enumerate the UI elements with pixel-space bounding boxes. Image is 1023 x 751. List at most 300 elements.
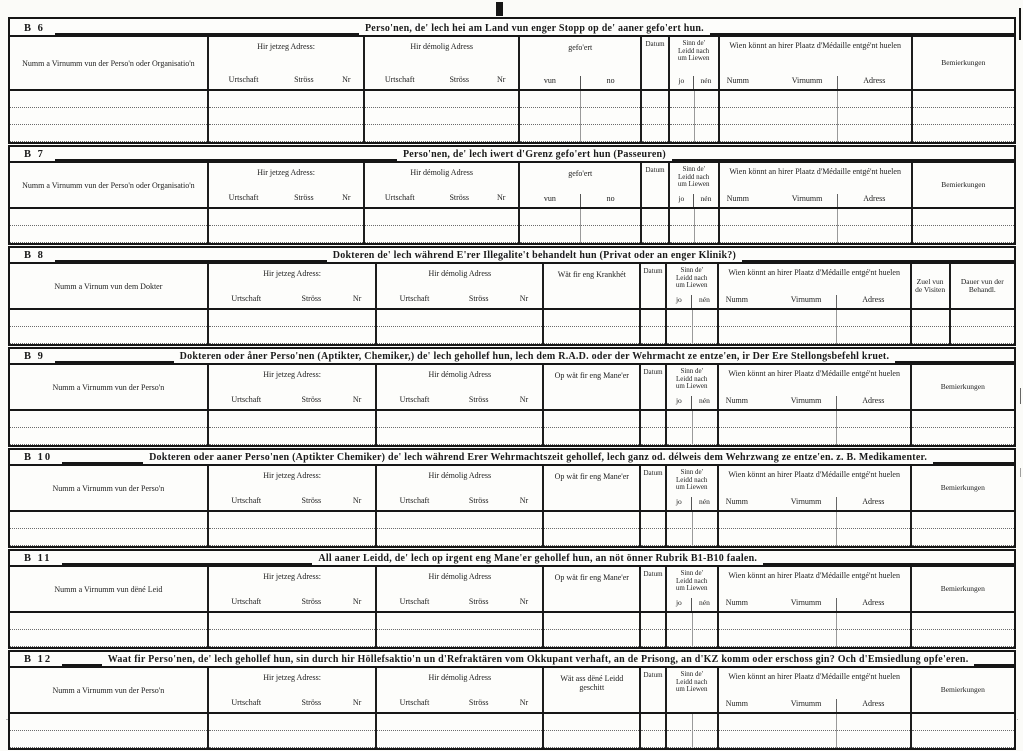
entry-line[interactable] (719, 731, 910, 748)
entry-line[interactable] (912, 310, 949, 327)
form-section-b9 (8, 347, 1016, 447)
entry-line[interactable] (642, 108, 667, 125)
entry-line[interactable] (719, 512, 910, 529)
entry-line[interactable] (10, 529, 207, 546)
table-body (10, 209, 1014, 243)
entry-line[interactable] (641, 512, 664, 529)
column-header-label: Zuel vun de Visiten (915, 276, 946, 294)
entry-line[interactable] (365, 226, 518, 243)
former-address-label: Hir démolig Adress (428, 673, 492, 682)
action-label: gefo'ert (568, 169, 593, 178)
body-column-former-address (377, 613, 544, 647)
alive-subheaders (667, 497, 717, 510)
body-column-name (10, 613, 209, 647)
column-header-action (544, 668, 641, 712)
column-header-datum: Datum (641, 365, 666, 409)
entry-line[interactable] (544, 411, 639, 428)
alive-label-line1: Sinn de' (680, 266, 703, 274)
medal-subheaders (719, 497, 910, 510)
address-subheaders (209, 698, 376, 707)
alive-label-line3: um Liewen (677, 54, 710, 62)
entry-line[interactable] (10, 428, 207, 445)
body-column-alive (667, 512, 719, 546)
entry-line[interactable] (670, 91, 718, 108)
subheader-urtschaft: Urtschaft (399, 597, 430, 606)
entry-line[interactable] (544, 731, 639, 748)
column-header-current-address (209, 365, 378, 409)
section-title: Perso'nen, de' lech iwert d'Grenz gefo'ert hun (Passeuren) (402, 149, 666, 160)
entry-line[interactable] (544, 529, 639, 546)
entry-line[interactable] (719, 411, 910, 428)
title-rule-left (55, 248, 327, 262)
entry-line[interactable] (209, 428, 376, 445)
entry-line[interactable] (667, 411, 717, 428)
entry-line[interactable] (209, 226, 364, 243)
subheader-urtschaft: Urtschaft (228, 75, 259, 84)
alive-label-line3: um Liewen (675, 382, 708, 390)
title-rule-left (55, 21, 359, 35)
entry-line[interactable] (720, 125, 911, 142)
entry-line[interactable] (10, 226, 207, 243)
medal-subheaders (720, 194, 911, 207)
subheader-nr: Nr (352, 496, 362, 505)
entry-line[interactable] (912, 630, 1014, 647)
column-header-tail-0 (912, 264, 951, 308)
alive-label-line1: Sinn de' (680, 367, 703, 375)
body-column-tail-0 (913, 91, 1014, 142)
entry-line[interactable] (544, 630, 639, 647)
entry-line[interactable] (520, 125, 640, 142)
entry-line[interactable] (209, 613, 376, 630)
entry-line[interactable] (209, 327, 376, 344)
table-body (10, 411, 1014, 445)
entry-line[interactable] (377, 731, 542, 748)
body-column-medal-recipient (719, 714, 912, 748)
entry-line[interactable] (377, 630, 542, 647)
entry-line[interactable] (10, 310, 207, 327)
medal-subheaders (719, 295, 910, 308)
body-column-former-address (377, 411, 544, 445)
medal-recipient-label: Wien könnt an hirer Plaatz d'Médaille entgé'nt huelen (728, 470, 900, 479)
entry-line[interactable] (670, 226, 718, 243)
entry-line[interactable] (913, 91, 1014, 108)
scan-artifact-right-edge (1020, 468, 1021, 477)
title-rule-right (895, 349, 1014, 363)
entry-line[interactable] (719, 310, 910, 327)
body-column-tail-0 (912, 714, 1014, 748)
column-header-former-address (377, 567, 544, 611)
title-rule-left (62, 652, 102, 666)
address-subheaders (365, 75, 518, 84)
subheader-stroess: Ströss (301, 597, 322, 606)
column-header-current-address (209, 466, 378, 510)
entry-line[interactable] (667, 731, 717, 748)
current-address-label: Hir jetzeg Adress: (263, 471, 321, 480)
column-header-action (544, 567, 641, 611)
alive-label-line3: um Liewen (677, 180, 710, 188)
body-column-action (544, 613, 641, 647)
entry-line[interactable] (720, 108, 911, 125)
scan-artifact-top-tick (496, 2, 503, 16)
entry-line[interactable] (912, 327, 949, 344)
body-column-action (520, 209, 642, 243)
address-subheaders (377, 496, 542, 505)
section-title: Dokteren de' lech während E'rer Illegalite't behandelt hun (Privat oder an enger Klinik?) (332, 250, 737, 261)
table-header-row (10, 163, 1014, 209)
entry-line[interactable] (641, 529, 664, 546)
body-column-alive (667, 411, 719, 445)
column-header-action (520, 163, 642, 207)
column-header-former-address (377, 466, 544, 510)
entry-line[interactable] (209, 529, 376, 546)
subheader-numm: Numm (725, 598, 749, 607)
entry-line[interactable] (642, 226, 667, 243)
address-subheaders (209, 597, 376, 606)
entry-line[interactable] (912, 512, 1014, 529)
subheader-nr: Nr (519, 395, 529, 404)
entry-line[interactable] (670, 209, 718, 226)
column-header-alive (667, 466, 719, 510)
entry-line[interactable] (912, 613, 1014, 630)
alive-label (667, 365, 717, 391)
entry-line[interactable] (912, 529, 1014, 546)
form-sections (8, 17, 1016, 751)
entry-line[interactable] (209, 512, 376, 529)
entry-line[interactable] (913, 125, 1014, 142)
alive-subheaders (670, 194, 718, 207)
entry-line[interactable] (667, 512, 717, 529)
subheader-numm: Numm (725, 295, 749, 304)
entry-line[interactable] (720, 209, 911, 226)
column-header-name: Numm a Virnum vun dem Dokter (10, 264, 209, 308)
column-header-name: Numm a Virnumm vun der Perso'n oder Organisatio'n (10, 37, 209, 89)
entry-line[interactable] (912, 714, 1014, 731)
column-header-alive (667, 567, 719, 611)
entry-line[interactable] (377, 428, 542, 445)
entry-line[interactable] (913, 108, 1014, 125)
body-column-datum (642, 91, 669, 142)
action-label: Op wät fir eng Mane'er (554, 472, 629, 481)
entry-line[interactable] (209, 91, 364, 108)
column-header-former-address (365, 37, 520, 89)
column-header-datum: Datum (641, 264, 666, 308)
body-column-current-address (209, 512, 378, 546)
section-id: B 12 (24, 654, 53, 665)
subheader-stroess: Ströss (301, 294, 322, 303)
column-header-label: Bemierkungen (941, 179, 986, 189)
body-column-medal-recipient (720, 91, 913, 142)
entry-line[interactable] (670, 108, 718, 125)
entry-line[interactable] (377, 714, 542, 731)
entry-line[interactable] (544, 310, 639, 327)
column-header-alive (667, 264, 719, 308)
entry-line[interactable] (670, 125, 718, 142)
entry-line[interactable] (209, 630, 376, 647)
column-header-current-address (209, 37, 366, 89)
entry-line[interactable] (10, 714, 207, 731)
entry-line[interactable] (641, 630, 664, 647)
entry-line[interactable] (667, 428, 717, 445)
entry-line[interactable] (10, 125, 207, 142)
table-header-row (10, 37, 1014, 91)
entry-line[interactable] (641, 327, 664, 344)
address-subheaders (377, 395, 542, 404)
entry-line[interactable] (913, 209, 1014, 226)
column-header-bemierkungen (912, 567, 1014, 611)
entry-line[interactable] (377, 512, 542, 529)
body-column-current-address (209, 411, 378, 445)
form-section-b6 (8, 17, 1016, 144)
entry-line[interactable] (377, 529, 542, 546)
column-header-label: Dauer vun der Behandl. (960, 276, 1004, 294)
subheader-nen: nén (693, 76, 718, 89)
body-column-name (10, 310, 209, 344)
entry-line[interactable] (951, 310, 1014, 327)
body-column-name (10, 209, 209, 243)
entry-line[interactable] (719, 613, 910, 630)
entry-line[interactable] (667, 327, 717, 344)
alive-label-line1: Sinn de' (680, 468, 703, 476)
alive-label-line1: Sinn de' (680, 670, 703, 678)
entry-line[interactable] (209, 108, 364, 125)
subheader-urtschaft: Urtschaft (231, 395, 262, 404)
entry-line[interactable] (209, 209, 364, 226)
medal-recipient-label: Wien könnt an hirer Plaatz d'Médaille entgé'nt huelen (729, 41, 901, 50)
body-column-former-address (377, 714, 544, 748)
entry-line[interactable] (667, 310, 717, 327)
entry-line[interactable] (377, 327, 542, 344)
entry-line[interactable] (951, 327, 1014, 344)
table-body (10, 613, 1014, 647)
entry-line[interactable] (720, 226, 911, 243)
alive-label-line2: Leidd nach (676, 273, 708, 282)
entry-line[interactable] (209, 714, 376, 731)
section-id: B 10 (24, 452, 53, 463)
subheader-numm: Numm (725, 699, 749, 708)
subheader-vun: vun (543, 194, 556, 203)
entry-line[interactable] (719, 529, 910, 546)
subheader-numm: Numm (725, 497, 749, 506)
entry-line[interactable] (641, 310, 664, 327)
subheader-nr: Nr (342, 75, 351, 84)
alive-label (670, 163, 718, 189)
medal-recipient-label: Wien könnt an hirer Plaatz d'Médaille entgé'nt huelen (728, 369, 900, 378)
entry-line[interactable] (365, 209, 518, 226)
entry-line[interactable] (520, 226, 640, 243)
section-id: B 8 (24, 250, 45, 261)
entry-line[interactable] (544, 613, 639, 630)
entry-line[interactable] (641, 731, 664, 748)
subheader-urtschaft: Urtschaft (231, 597, 262, 606)
entry-line[interactable] (10, 209, 207, 226)
entry-line[interactable] (719, 327, 910, 344)
entry-line[interactable] (544, 512, 639, 529)
entry-line[interactable] (667, 630, 717, 647)
entry-line[interactable] (912, 428, 1014, 445)
table-header-row (10, 567, 1014, 613)
entry-line[interactable] (719, 714, 910, 731)
address-subheaders (377, 294, 542, 303)
former-address-label: Hir démolig Adress (428, 572, 492, 581)
subheader-stroess: Ströss (301, 698, 322, 707)
section-title: Perso'nen, de' lech hei am Land vun enger Stopp op de' aaner gefo'ert hun. (364, 23, 704, 34)
entry-line[interactable] (641, 613, 664, 630)
section-title: Dokteren oder åner Perso'nen (Aptikter, Chemiker,) de' lech gehollef hun, lech dem R.A.D. oder der Wehrmacht ze entze'en, ir Der Ere Stellongsbefehl kruet. (179, 351, 890, 362)
subheader-jo: jo (675, 598, 682, 607)
body-column-datum (641, 512, 666, 546)
address-subheaders (209, 75, 364, 84)
body-column-action (544, 310, 641, 344)
column-header-name: Numm a Virnumm vun der Perso'n (10, 466, 209, 510)
column-header-tail-1 (951, 264, 1014, 308)
alive-subheaders (667, 699, 717, 712)
subheader-urtschaft: Urtschaft (231, 496, 262, 505)
column-header-medal-recipient (719, 264, 912, 308)
subheader-adress: Adress (863, 76, 886, 85)
former-address-label: Hir démolig Adress (428, 370, 492, 379)
column-header-bemierkungen (913, 37, 1014, 89)
subheader-urtschaft: Urtschaft (228, 193, 259, 202)
entry-line[interactable] (209, 411, 376, 428)
entry-line[interactable] (719, 428, 910, 445)
entry-line[interactable] (667, 613, 717, 630)
body-column-current-address (209, 310, 378, 344)
subheader-stroess: Ströss (294, 193, 314, 202)
current-address-label: Hir jetzeg Adress: (263, 673, 321, 682)
body-column-current-address (209, 209, 366, 243)
column-header-former-address (377, 264, 544, 308)
entry-line[interactable] (667, 529, 717, 546)
medal-subheaders (720, 76, 911, 89)
entry-line[interactable] (913, 226, 1014, 243)
subheader-adress: Adress (863, 194, 886, 203)
entry-line[interactable] (10, 108, 207, 125)
subheader-nr: Nr (496, 193, 506, 202)
column-header-action (544, 365, 641, 409)
alive-label (670, 37, 718, 63)
column-header-name: Numm a Virnumm vun der Perso'n (10, 365, 209, 409)
entry-line[interactable] (912, 731, 1014, 748)
entry-line[interactable] (520, 108, 640, 125)
entry-line[interactable] (209, 310, 376, 327)
entry-line[interactable] (719, 630, 910, 647)
body-column-tail-0 (912, 613, 1014, 647)
title-rule-left (55, 147, 397, 161)
entry-line[interactable] (10, 91, 207, 108)
entry-line[interactable] (365, 125, 518, 142)
column-header-name: Numm a Virnumm vun dëné Leid (10, 567, 209, 611)
entry-line[interactable] (667, 714, 717, 731)
column-header-label: Bemierkungen (941, 57, 986, 67)
body-column-medal-recipient (719, 411, 912, 445)
body-column-name (10, 91, 209, 142)
entry-line[interactable] (520, 209, 640, 226)
subheader-stroess: Ströss (468, 698, 489, 707)
alive-subheaders (667, 396, 717, 409)
entry-line[interactable] (365, 91, 518, 108)
title-rule-right (672, 147, 1014, 161)
subheader-no: no (580, 194, 641, 207)
column-header-datum: Datum (641, 567, 666, 611)
entry-line[interactable] (544, 327, 639, 344)
subheader-nr: Nr (352, 698, 362, 707)
entry-line[interactable] (641, 714, 664, 731)
column-header-label: Bemierkungen (940, 583, 985, 593)
entry-line[interactable] (720, 91, 911, 108)
entry-line[interactable] (10, 630, 207, 647)
table-body (10, 310, 1014, 344)
entry-line[interactable] (10, 512, 207, 529)
entry-line[interactable] (642, 209, 667, 226)
body-column-alive (670, 91, 720, 142)
alive-label (667, 264, 717, 290)
subheader-urtschaft: Urtschaft (399, 698, 430, 707)
subheader-nr: Nr (342, 193, 351, 202)
entry-line[interactable] (544, 714, 639, 731)
entry-line[interactable] (10, 731, 207, 748)
entry-line[interactable] (377, 613, 542, 630)
entry-line[interactable] (377, 411, 542, 428)
medal-subheaders (719, 598, 910, 611)
table-header-row (10, 668, 1014, 714)
action-label: Op wät fir eng Mane'er (554, 573, 629, 582)
entry-line[interactable] (642, 91, 667, 108)
subheader-stroess: Ströss (468, 496, 489, 505)
entry-line[interactable] (520, 91, 640, 108)
former-address-label: Hir démolig Adress (428, 269, 492, 278)
subheader-nr: Nr (352, 597, 362, 606)
subheader-nr: Nr (519, 496, 529, 505)
subheader-urtschaft: Urtschaft (231, 698, 262, 707)
alive-subheaders (670, 76, 718, 89)
body-column-medal-recipient (719, 512, 912, 546)
entry-line[interactable] (10, 411, 207, 428)
alive-label-line1: Sinn de' (682, 165, 705, 173)
column-header-alive (667, 668, 719, 712)
subheader-jo: jo (675, 396, 682, 405)
column-header-medal-recipient (720, 37, 913, 89)
subheader-adress: Adress (862, 295, 885, 304)
entry-line[interactable] (642, 125, 667, 142)
alive-label-line2: Leidd nach (676, 374, 708, 383)
section-title-row (10, 248, 1014, 264)
entry-line[interactable] (544, 428, 639, 445)
entry-line[interactable] (10, 613, 207, 630)
body-column-alive (667, 714, 719, 748)
entry-line[interactable] (365, 108, 518, 125)
subheader-stroess: Ströss (468, 294, 489, 303)
title-rule-right (933, 450, 1014, 464)
current-address-label: Hir jetzeg Adress: (263, 370, 321, 379)
medal-subheaders (719, 699, 910, 712)
entry-line[interactable] (641, 428, 664, 445)
entry-line[interactable] (641, 411, 664, 428)
address-subheaders (209, 496, 376, 505)
entry-line[interactable] (209, 731, 376, 748)
entry-line[interactable] (10, 327, 207, 344)
body-column-former-address (377, 512, 544, 546)
subheader-numm: Numm (726, 194, 749, 203)
subheader-adress: Adress (862, 699, 885, 708)
entry-line[interactable] (377, 310, 542, 327)
column-header-medal-recipient (719, 466, 912, 510)
section-title: Dokteren oder aaner Perso'nen (Aptikter Chemiker) de' lech während Erer Wehrmachtszeit gehollef, lech ganz od. délweis dem Wehrzwang ze entze'en. z. B. Medikamenter. (149, 452, 928, 463)
entry-line[interactable] (209, 125, 364, 142)
entry-line[interactable] (912, 411, 1014, 428)
alive-label-line3: um Liewen (675, 685, 708, 693)
column-header-alive (670, 163, 720, 207)
section-title-row (10, 652, 1014, 668)
